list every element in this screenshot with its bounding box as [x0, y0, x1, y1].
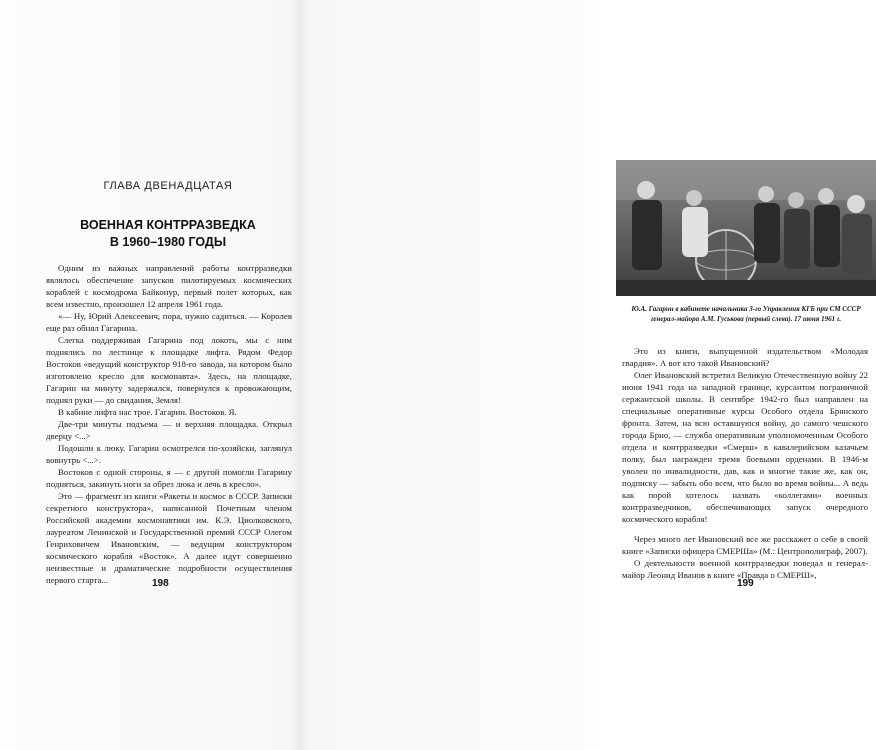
- page-number-left: 198: [152, 578, 169, 589]
- right-body-text: [622, 345, 868, 581]
- photo-illustration: [616, 160, 876, 296]
- photo-caption: Ю.А. Гагарин в кабинете начальника 3-го Управления КГБ при СМ СССР генерал-майора А.М. Гуськова (первый слева). 17 июня 1961 г.: [631, 305, 861, 323]
- paragraph: О деятельности военной контрразведки поведал и генерал-майор Леонид Иванов в книге «Правда о СМЕРШ»,: [622, 558, 868, 580]
- paragraph: «— Ну, Юрий Алексеевич, пора, нужно садиться. — Королев еще раз обнял Гагарина.: [46, 311, 292, 333]
- paragraph: Слегка поддерживая Гагарина под локоть, мы с ним поднялись по лестнице к площадке лифта. Рядом Федор Востоков «ведущий конструктор 918-го завода, на котором было изготовлено кресло для космонавта». Здесь, на площадке, Гагарин на минуту задержался, повернулся к провожающим, поднял руки — до свидания, Земля!: [46, 335, 292, 405]
- right-page: [300, 0, 868, 750]
- archival-photo: [616, 160, 876, 296]
- paragraph: Подошли к люку. Гагарин осмотрелся по-хозяйски, заглянул вовнутрь <...>.: [46, 443, 292, 465]
- page-number-right: 199: [737, 578, 754, 589]
- paragraph: Через много лет Ивановский все же расскажет о себе в своей книге «Записки офицера СМЕРШа» (М.: Центрополиграф, 2007).: [622, 534, 868, 556]
- chapter-heading: ГЛАВА ДВЕНАДЦАТАЯ: [103, 180, 233, 192]
- paragraph: Две-три минуты подъема — и верхняя площадка. Открыл дверцу <...>: [46, 419, 292, 441]
- paragraph: Это из книги, выпущенной издательством «Молодая гвардия». А вот кто такой Ивановский?: [622, 346, 868, 368]
- section-title-line1: ВОЕННАЯ КОНТРРАЗВЕДКА: [80, 218, 256, 232]
- paragraph: Востоков с одной стороны, я — с другой помогли Гагарину подняться, закинуть ноги за обрез люка и лечь в кресло».: [46, 467, 292, 489]
- section-title: [52, 217, 284, 251]
- paragraph: Одним из важных направлений работы контрразведки являлось обеспечение запусков пилотируемых космических кораблей с космодрома Байконур, первый полет которых, как всем известно, произошел 12 апреля 1961 года.: [46, 263, 292, 309]
- left-page: [0, 0, 300, 750]
- section-title-line2: В 1960–1980 ГОДЫ: [109, 235, 227, 249]
- left-body-text: [46, 262, 292, 586]
- paragraph: Это — фрагмент из книги «Ракеты и космос в СССР. Записки секретного конструктора», написанной Почетным членом Российской академии космонавтики им. К.Э. Циолковского, лауреатом Ленинской и Государственной премий СССР Олегом Генриховичем Ивановским, — ведущим конструктором космического корабля «Восток». А далее идут совершенно неизвестные и драматические подробности осуществления первого старта...: [46, 491, 292, 585]
- paragraph: Олег Ивановский встретил Великую Отечественную войну 22 июня 1941 года на западной границе, курсантом пограничной сержантской школы. В сентябре 1942-го был направлен на специальные оперативные курсы Особого отдела Брянского фронта. Затем, на всю оставшуюся войну, до самого чешского города Брно, — служба оперативным уполномоченным Особого отдела и контрразведки «Смерш» в кавалерийском казачьем полку, был награжден тремя боевыми орденами. В 1946-м уволен по инвалидности, дав, как и многие такие же, как он, подписку — забыть обо всем, что было во время войны... А ведь как порой хотелось назвать «коллегами» военных контрразведчиков, обеспечивающих запуск очередного космического корабля!: [622, 370, 868, 524]
- paragraph: В кабине лифта нас трое. Гагарин. Востоков. Я.: [58, 407, 237, 417]
